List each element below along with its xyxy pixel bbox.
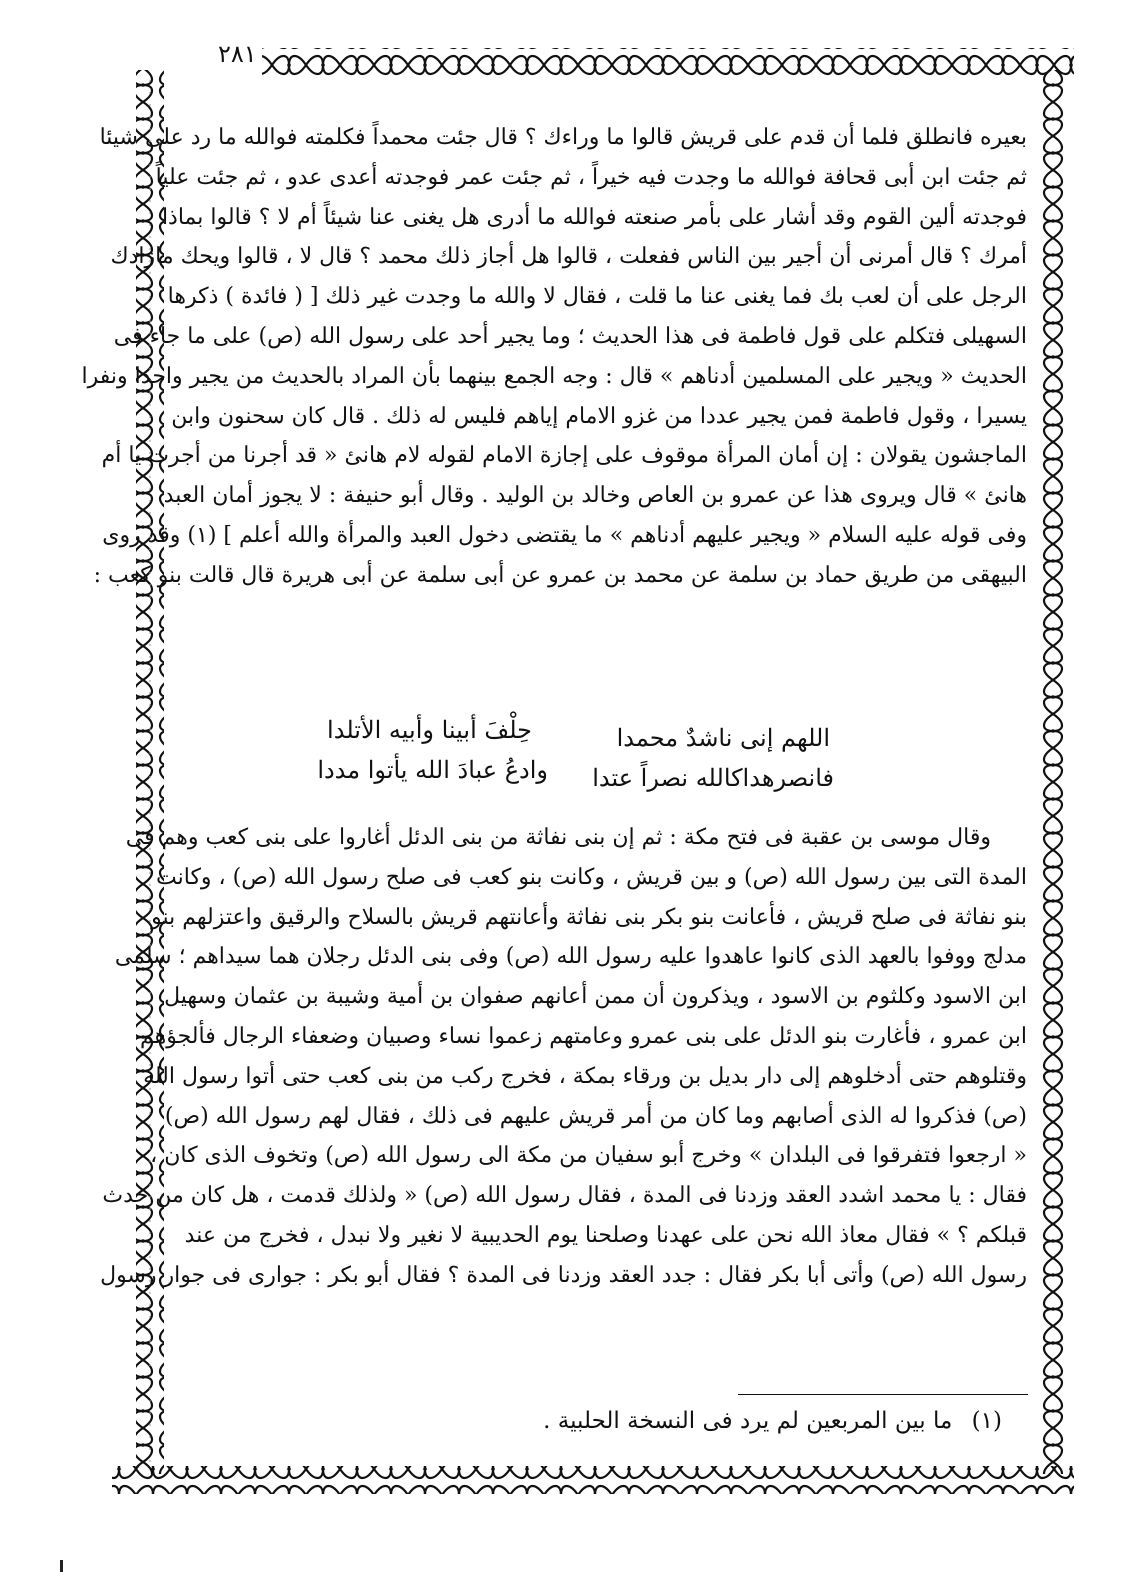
main-paragraph [81,118,1027,596]
text-line: الرجل على أن لعب بك فما يغنى عنا ما قلت ، فقال لا والله ما وجدت غير ذلك [ ( فائدة ) ذكرها [167,284,1027,310]
footnote-rule [738,1394,1028,1395]
text-line: ابن الاسود وكلثوم بن الاسود ، ويذكرون أن ممن أعانهم صفوان بن أمية وشيبة بن عثمان وسهيل [164,984,1027,1010]
text-line: رسول الله (ص) وأتى أبا بكر فقال : جدد العقد وزدنا فى المدة ؟ فقال أبو بكر : جوارى فى جوار رسول [100,1262,1027,1288]
text-line: السهيلى فتكلم على قول فاطمة فى هذا الحديث ؛ وما يجير أحد على رسول الله (ص) على ما جاء فى [113,323,1027,349]
verse-line-2-b: وادعُ عبادَ الله يأتوا مددا [317,756,548,784]
text-line: ثم جئت ابن أبى قحافة فوالله ما وجدت فيه خيراً ، ثم جئت عمر فوجدته أعدى عدو ، ثم جئت علياً [155,164,1027,190]
verse-line-1-b: حِلْفَ أبينا وأبيه الأتلدا [327,716,532,744]
verse-line-2-a: فانصرهداكالله نصراً عتدا [592,764,834,792]
text-line: وقتلوهم حتى أدخلوهم إلى دار بديل بن ورقاء بمكة ، فخرج ركب من بنى كعب حتى أتوا رسول الله [143,1063,1027,1089]
text-line: « ارجعوا فتفرقوا فى البلدان » وخرج أبو سفيان من مكة الى رسول الله (ص) وتخوف الذى كان ، [150,1143,1027,1169]
text-line: (ص) فذكروا له الذى أصابهم وما كان من أمر قريش عليهم فى ذلك ، فقال لهم رسول الله (ص) [164,1103,1027,1129]
text-line: وقال موسى بن عقبة فى فتح مكة : ثم إن بنى نفاثة من بنى الدئل أغاروا على بنى كعب وهم فى [125,825,991,850]
scan-mark [60,1560,63,1572]
text-line: يسيرا ، وقول فاطمة فمن يجير عددا من غزو الامام إياهم فليس له ذلك . قال كان سحنون وابن [171,403,1027,429]
footnote [543,1408,1002,1434]
text-line: قبلكم ؟ » فقال معاذ الله نحن على عهدنا وصلحنا يوم الحديبية لا نغير ولا نبدل ، فخرج من عند [184,1222,1027,1248]
text-line: الحديث « ويجير على المسلمين أدناهم » قال : وجه الجمع بينهما بأن المراد بالحديث من يجير واحدا ونفرا [81,363,1027,389]
text-line: ابن عمرو ، فأغارت بنو الدئل على بنى عمرو وعامتهم زعموا نساء وصبيان وضعفاء الرجال فألجؤهم [140,1023,1027,1049]
text-line: بعيره فانطلق فلما أن قدم على قريش قالوا ما وراءك ؟ قال جئت محمداً فكلمته فوالله ما رد على شيئا [99,125,1027,150]
verse-line-1-a: اللهم إنى ناشدٌ محمدا [616,724,830,752]
text-line: وفى قوله عليه السلام « ويجير عليهم أدناهم » ما يقتضى دخول العبد والمرأة والله أعلم ] (١) وقد روى [102,522,1027,548]
text-line: الماجشون يقولان : إن أمان المرأة موقوف على إجازة الامام لقوله لام هانئ « قد أجرنا من أجرت يا أم [101,443,1027,469]
text-line: المدة التى بين رسول الله (ص) و بين قريش ، وكانت بنو كعب فى صلح رسول الله (ص) ، وكانت [156,864,1027,890]
footnote-text: ما بين المربعين لم يرد فى النسخة الحلبية . [543,1408,953,1434]
text-line: هانئ » قال ويروى هذا عن عمرو بن العاص وخالد بن الوليد . وقال أبو حنيفة : لا يجوز أمان العبد [163,483,1027,509]
page-number: ٢٨١ [218,40,257,68]
footnote-number: (١) [971,1408,1002,1434]
text-line: فقال : يا محمد اشدد العقد وزدنا فى المدة ، فقال رسول الله (ص) « ولذلك قدمت ، هل كان من حدث [102,1183,1027,1209]
text-line: فوجدته ألين القوم وقد أشار على بأمر صنعته فوالله ما أدرى هل يغنى عنا شيئاً أم لا ؟ قالوا بماذا [161,204,1027,230]
second-paragraph [100,818,1027,1296]
text-line: بنو نفاثة فى صلح قريش ، فأعانت بنو بكر بنى نفاثة وأعانتهم قريش بالسلاح والرقيق واعتزلهم بنو [151,904,1027,930]
text-line: مدلج ووفوا بالعهد الذى كانوا عاهدوا عليه رسول الله (ص) وفى بنى الدئل رجلان هما سيداهم ؛ سلمى [114,944,1027,970]
text-line: أمرك ؟ قال أمرنى أن أجير بين الناس ففعلت ، قالوا هل أجاز ذلك محمد ؟ قال لا ، قالوا ويحك مازادك [110,244,1027,270]
text-line: البيهقى من طريق حماد بن سلمة عن محمد بن عمرو عن أبى سلمة عن أبى هريرة قال قالت بنو كعب : [93,562,1027,588]
